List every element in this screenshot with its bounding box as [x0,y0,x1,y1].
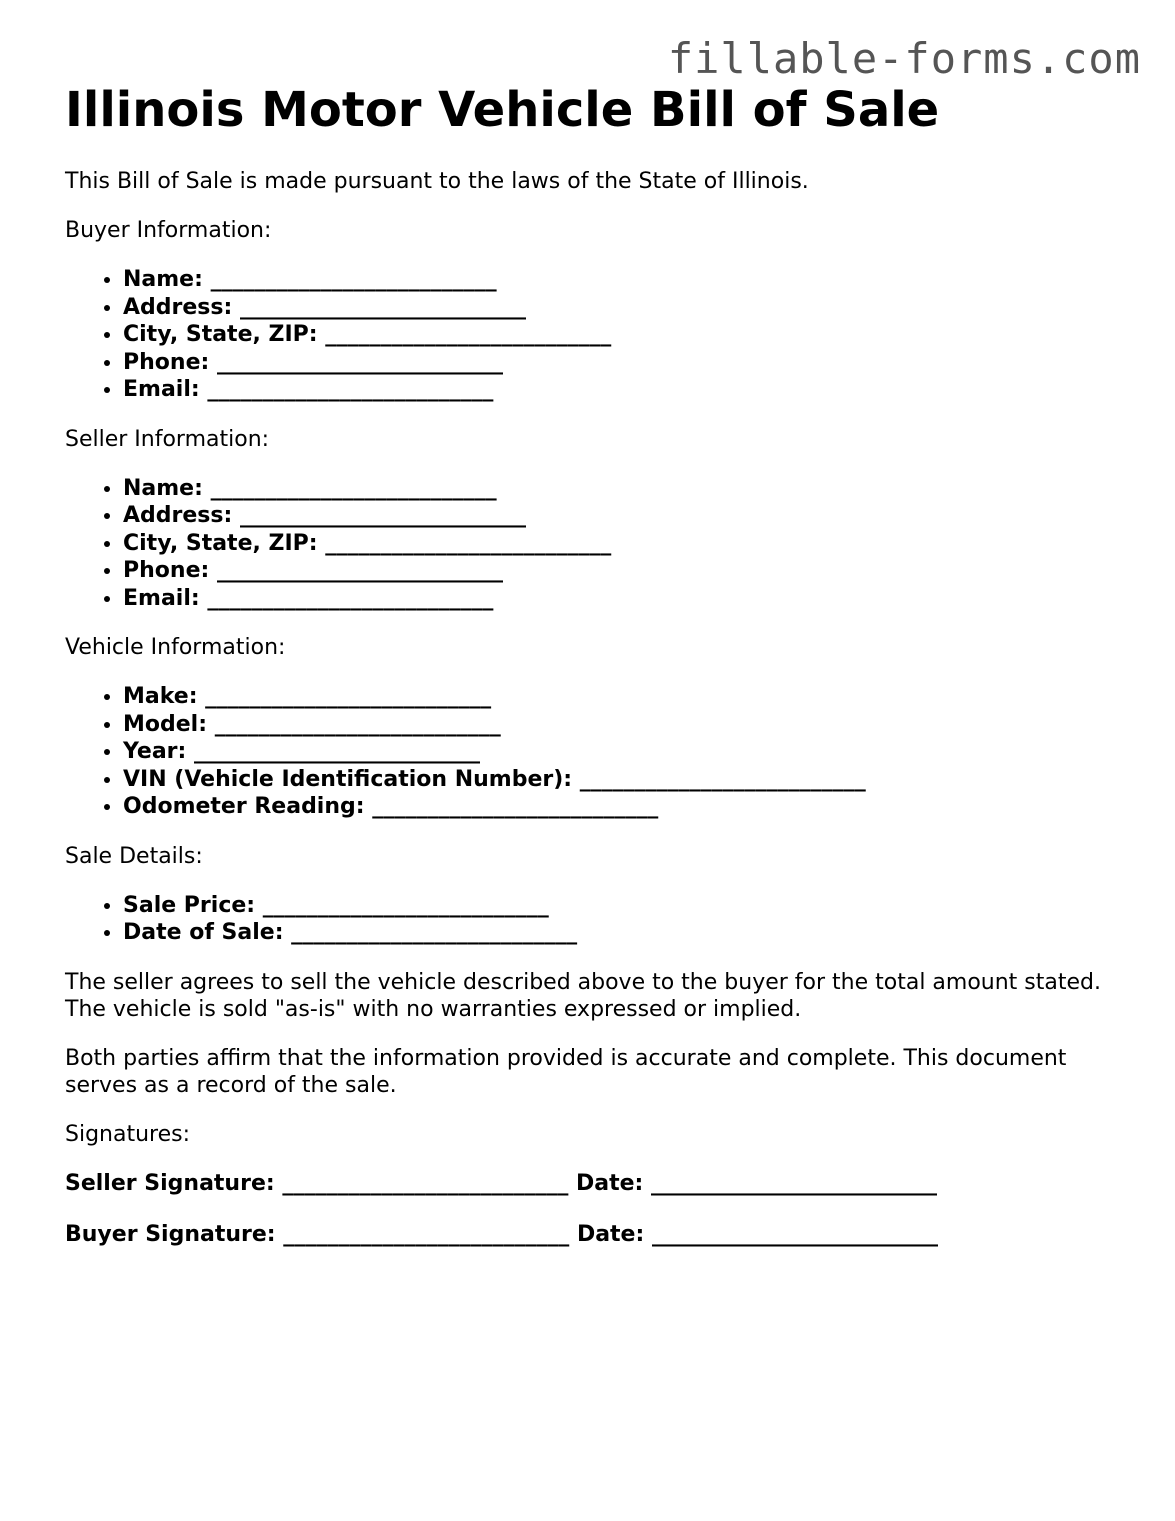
seller-heading: Seller Information: [65,426,270,452]
field-item [123,557,1125,585]
vehicle-model-blank[interactable]: __________________________ [214,711,501,737]
buyer-heading: Buyer Information: [65,218,272,243]
vehicle-odometer-label: Odometer Reading: [123,794,365,819]
affirmation-paragraph: Both parties affirm that the information provided is accurate and complete. This document serves as a record of the sale. [65,1045,1067,1098]
vehicle-model-label: Model: [123,711,208,737]
field-item [123,530,1125,558]
seller-address-blank[interactable]: __________________________ [239,503,526,528]
buyer-email-label: Email: [123,377,200,402]
buyer-email-blank[interactable]: __________________________ [207,377,494,402]
field-item [123,502,1125,530]
field-item [123,711,1125,739]
buyer-city-state-zip-label: City, State, ZIP: [123,322,318,347]
sale-field-list [65,892,1125,947]
vehicle-year-blank[interactable]: __________________________ [194,739,480,764]
document-body [65,82,1125,1272]
field-item [123,376,1125,404]
field-item [123,266,1125,294]
field-item [123,919,1125,947]
vehicle-field-list [65,683,1125,821]
vehicle-odometer-blank[interactable]: __________________________ [372,794,659,819]
buyer-name-blank[interactable]: __________________________ [210,267,497,292]
page-title: Illinois Motor Vehicle Bill of Sale [65,82,940,138]
buyer-signature-blank[interactable]: __________________________ [283,1221,570,1247]
agreement-paragraph: The seller agrees to sell the vehicle described above to the buyer for the total amount stated. The vehicle is sold "as-is" with no warranties expressed or implied. [65,969,1101,1022]
buyer-date-label: Date: [576,1221,645,1247]
seller-city-state-zip-label: City, State, ZIP: [123,530,318,556]
vehicle-heading: Vehicle Information: [65,635,286,660]
buyer-address-blank[interactable]: __________________________ [239,294,526,320]
intro-paragraph: This Bill of Sale is made pursuant to the laws of the State of Illinois. [65,169,809,194]
seller-field-list [65,475,1125,613]
field-item [123,475,1125,503]
seller-date-label: Date: [576,1170,644,1196]
buyer-signature-label: Buyer Signature: [65,1221,276,1247]
field-item [123,892,1125,920]
seller-name-label: Name: [123,475,203,501]
buyer-field-list [65,266,1125,404]
field-item [123,766,1125,794]
seller-signature-line [65,1170,1125,1197]
seller-signature-blank[interactable]: __________________________ [282,1170,569,1196]
field-item [123,683,1125,711]
buyer-phone-label: Phone: [123,349,210,375]
sale-date-label: Date of Sale: [123,920,284,945]
field-item [123,738,1125,766]
seller-name-blank[interactable]: __________________________ [210,475,497,501]
sale-date-blank[interactable]: __________________________ [291,920,578,945]
field-item [123,793,1125,821]
field-item [123,321,1125,349]
seller-signature-label: Seller Signature: [65,1170,275,1196]
sale-price-label: Sale Price: [123,892,256,918]
seller-address-label: Address: [123,503,233,528]
field-item [123,294,1125,322]
vehicle-vin-blank[interactable]: __________________________ [579,766,866,792]
vehicle-make-label: Make: [123,684,198,709]
field-item [123,349,1125,377]
buyer-phone-blank[interactable]: __________________________ [216,349,503,375]
vehicle-year-label: Year: [123,739,187,764]
vehicle-vin-label: VIN (Vehicle Identification Number): [123,766,573,792]
seller-phone-blank[interactable]: __________________________ [216,558,503,583]
vehicle-make-blank[interactable]: __________________________ [205,684,492,709]
buyer-city-state-zip-blank[interactable]: __________________________ [325,322,612,347]
seller-phone-label: Phone: [123,558,210,583]
seller-email-blank[interactable]: __________________________ [207,585,494,611]
seller-city-state-zip-blank[interactable]: __________________________ [325,530,612,556]
buyer-name-label: Name: [123,267,203,292]
sale-price-blank[interactable]: __________________________ [262,892,549,918]
watermark: fillable-forms.com [667,34,1141,83]
field-item [123,585,1125,613]
seller-date-blank[interactable]: __________________________ [651,1170,938,1196]
sale-heading: Sale Details: [65,843,203,869]
seller-email-label: Email: [123,585,200,611]
signatures-heading: Signatures: [65,1121,191,1147]
buyer-signature-line [65,1221,1125,1248]
buyer-address-label: Address: [123,294,233,320]
buyer-date-blank[interactable]: __________________________ [651,1221,938,1247]
